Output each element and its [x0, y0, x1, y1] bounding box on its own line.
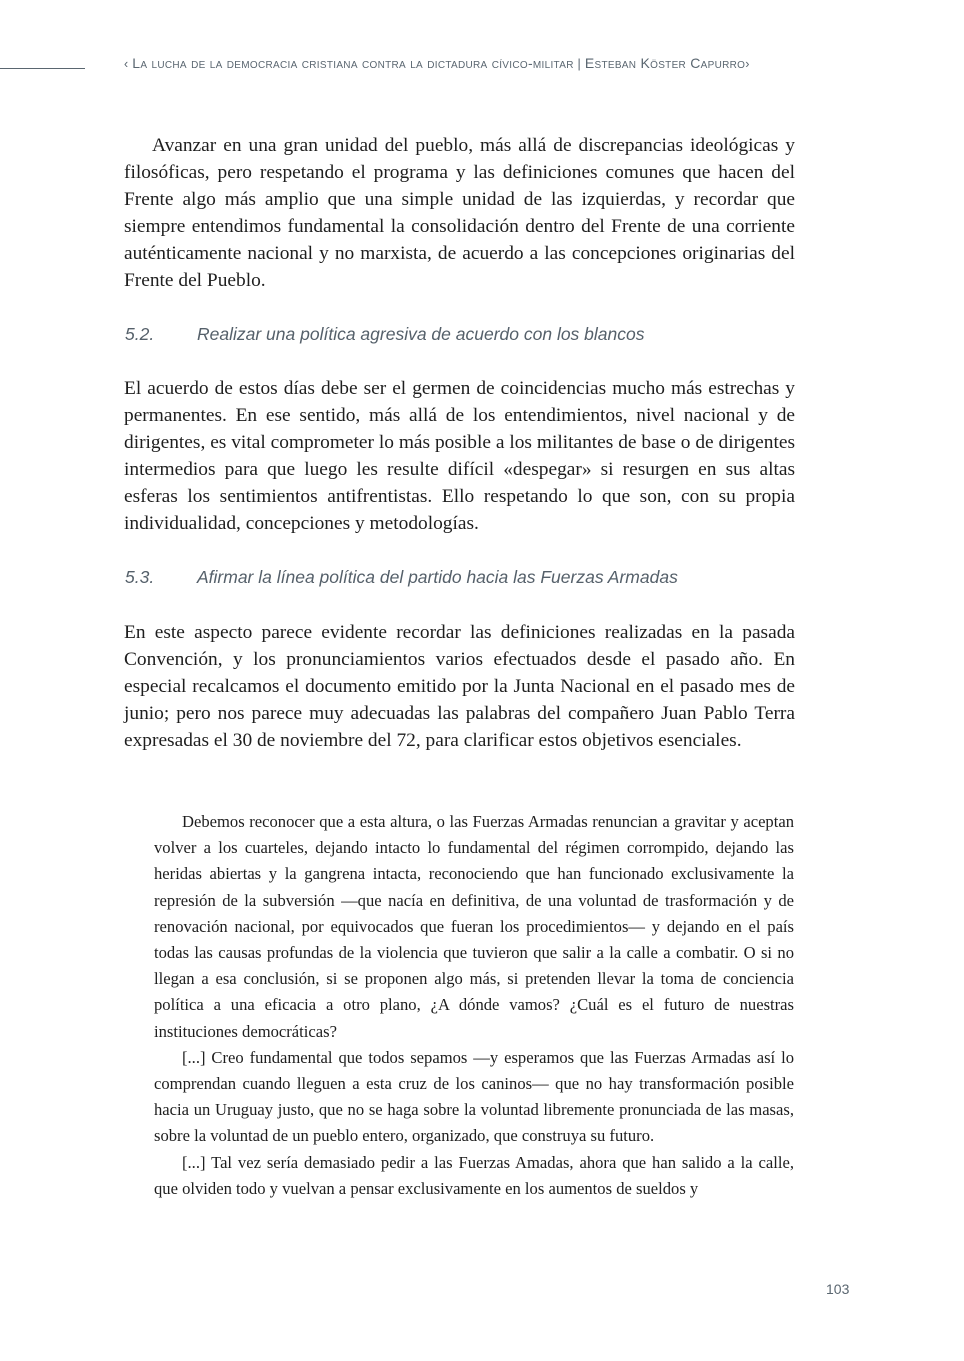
running-head-rule — [0, 68, 85, 69]
block-quote — [154, 809, 794, 1202]
quote-paragraph-1: Debemos reconocer que a esta altura, o las Fuerzas Armadas renuncian a gravitar y aceptan volver a los cuarteles, dejando intacto lo fundamental del régimen corrompido, dejando las heridas abiertas y la gangrena intacta, reconociendo que han funcionado exclusivamente la represión de la subversión —que nacía en definitiva, de una voluntad de trasformación y de renovación nacional, por equivocados que fueran los procedimientos— y dejando en el país todas las causas profundas de la violencia que tuvieron que salir a la calle a combatir. O si no llegan a esa conclusión, si se proponen algo más, si pretenden llevar la toma de conciencia política a una eficacia a otro plano, ¿A dónde vamos? ¿Cuál es el futuro de nuestras instituciones democráticas? — [154, 812, 794, 1041]
section-title: Afirmar la línea política del partido hacia las Fuerzas Armadas — [197, 567, 678, 587]
section-heading-5-3 — [125, 567, 678, 588]
book-title: La lucha de la democracia cristiana contra la dictadura cívico-militar — [132, 55, 574, 71]
author-name: Esteban Köster Capurro — [584, 55, 746, 71]
section-number: 5.2. — [125, 324, 155, 344]
section-title: Realizar una política agresiva de acuerdo con los blancos — [197, 324, 645, 344]
left-bracket: ‹ — [124, 57, 129, 71]
paragraph-3: En este aspecto parece evidente recordar las definiciones realizadas en la pasada Convención, y los pronunciamientos varios efectuados desde el pasado año. En especial recalcamos el documento emitido por la Junta Nacional en el pasado mes de junio; pero nos parece muy adecuadas las palabras del compañero Juan Pablo Terra expresadas el 30 de noviembre del 72, para clarificar estos objetivos esenciales. — [124, 622, 795, 751]
section-heading-5-2 — [125, 324, 645, 345]
quote-paragraph-3: [...] Tal vez sería demasiado pedir a las Fuerzas Amadas, ahora que han salido a la calle, que olviden todo y vuelvan a pensar exclusivamente en los aumentos de sueldos y — [154, 1152, 794, 1198]
right-bracket: › — [745, 57, 750, 71]
paragraph-2: El acuerdo de estos días debe ser el germen de coincidencias mucho más estrechas y permanentes. En ese sentido, más allá de los entendimientos, nivel nacional y de dirigentes, es vital comprometer lo más posible a los militantes de base o de dirigentes intermedios para que luego les resulte difícil «despegar» si resurgen en sus altas esferas los sentimientos antifrentistas. Ello respetando lo que son, con su propia individualidad, concepciones y metodologías. — [124, 378, 795, 534]
separator: | — [577, 57, 582, 71]
running-head — [124, 55, 824, 71]
quote-paragraph-2: [...] Creo fundamental que todos sepamos —y esperamos que las Fuerzas Armadas así lo comprendan cuando lleguen a esta cruz de los caninos— que no hay transformación posible hacia un Uruguay justo, que no se haga sobre la voluntad libremente pronunciada de las masas, sobre la voluntad de un pueblo entero, organizado, que construya su futuro. — [154, 1047, 794, 1146]
section-number: 5.3. — [125, 567, 155, 587]
page-number: 103 — [826, 1281, 850, 1297]
paragraph-1: Avanzar en una gran unidad del pueblo, más allá de discrepancias ideológicas y filosóficas, pero respetando el programa y las definiciones comunes que hacen del Frente algo más amplio que una simple unidad de las izquierdas, y recordar que siempre entendimos fundamental la consolidación dentro del Frente de una corriente auténticamente nacional y no marxista, de acuerdo a las concepciones originarias del Frente del Pueblo. — [124, 135, 795, 291]
